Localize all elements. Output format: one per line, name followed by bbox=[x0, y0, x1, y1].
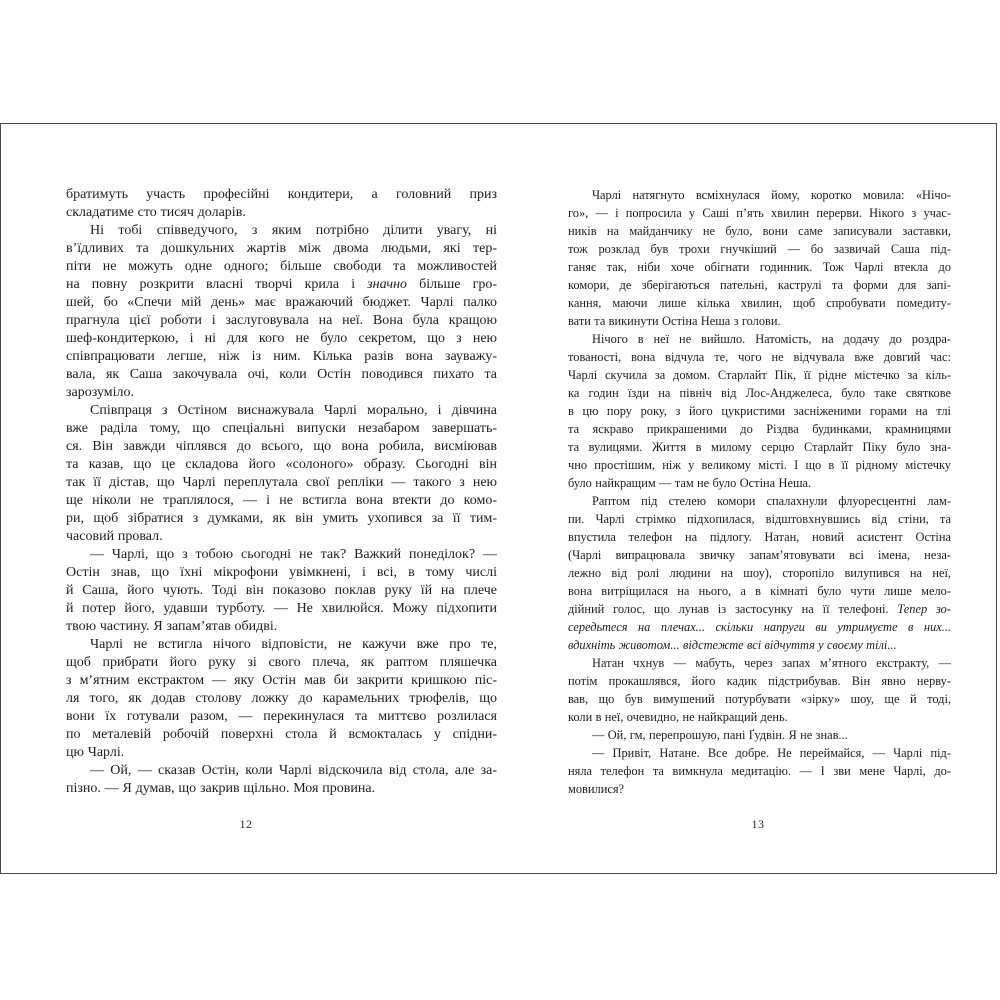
text-line: й потер його, удавши турботу. — Не хвилюйся. Можу підхопити bbox=[66, 601, 497, 616]
text-line: ка годин їзди на північ від Лос-Анджелеса, було таке святкове bbox=[568, 386, 951, 400]
text-line: Нічого в неї не вийшло. Натомість, на додачу до роздра- bbox=[592, 332, 951, 346]
text-line: пізно. — Я думав, що закрив щільно. Моя провина. bbox=[66, 781, 376, 796]
text-line: вала, як Саша закочувала очі, коли Остін поводився пихато та bbox=[66, 367, 497, 382]
text-line: співпрацювати легше, ніж із ним. Кілька разів вона зауважу- bbox=[66, 349, 497, 364]
text-line: піти не можуть одне одного; більше свободи та можливостей bbox=[66, 259, 497, 274]
text-line: тованості, вона відчула те, чого не відчувала вже довгий час: bbox=[568, 350, 951, 364]
text-line: в цю пору року, з його цукристими засніженими горами на тлі bbox=[568, 404, 951, 418]
text-line: Співпраця з Остіном виснажувала Чарлі морально, і дівчина bbox=[90, 403, 497, 418]
text-line bbox=[568, 636, 951, 654]
text-line: впустила телефон на підлогу. Натан, новий асистент Остіна bbox=[568, 530, 951, 544]
text-line: та вулицями. Життя в милому серцю Старлайт Піку було зна- bbox=[568, 440, 951, 454]
text-line: зарозуміло. bbox=[66, 385, 135, 400]
text-line: з м’ятним екстрактом — яку Остін мав би закрити кришкою піс- bbox=[66, 673, 497, 688]
text-line: часовий провал. bbox=[66, 529, 163, 544]
text-line: вони їх готували разом, — перекинулася та миттєво розлилася bbox=[66, 709, 497, 724]
text-line: та казав, що це складова його «солоного» образу. Сьогодні він bbox=[66, 457, 497, 472]
text-line: (Чарлі випрацювала звичку запам’ятовувати всі імена, неза- bbox=[568, 548, 951, 562]
text-line: — Привіт, Натане. Все добре. Не переймайся, — Чарлі під- bbox=[592, 746, 951, 760]
text-line: вав, що був вимушений потурбувати «зірку» шоу, ще й тоді, bbox=[568, 692, 951, 706]
text-line: в’їдливих та дошкульних жартів між двома людьми, які тер- bbox=[66, 241, 497, 256]
text-line: складатиме сто тисяч доларів. bbox=[66, 205, 246, 220]
page-number-left: 12 bbox=[239, 817, 253, 831]
text-line: Чарлі скучила за домом. Старлайт Пік, її рідне містечко за кіль- bbox=[568, 368, 951, 382]
text-line: Ні тобі співведучого, з яким потрібно ділити увагу, ні bbox=[90, 223, 497, 238]
text-line: го», — і попросила у Саші п’ять хвилин перерви. Нікого з учас- bbox=[568, 206, 951, 220]
text-line: чно простішим, ніж у великому місті. І що в її рідному містечку bbox=[568, 458, 951, 472]
text-line: коли в неї, очевидно, не найкращий день. bbox=[568, 710, 788, 724]
text-line: ся. Він завжди чіплявся до всього, що вона робила, висміював bbox=[66, 439, 497, 454]
text-line: — Ой, — сказав Остін, коли Чарлі відскочила від стола, але за- bbox=[90, 763, 497, 778]
text-line: Остін знав, що їхні мікрофони увімкнені, і всі, в тому числі bbox=[66, 565, 497, 580]
text-line: пи. Чарлі стрімко підхопилася, відштовхнувшись від стіни, та bbox=[568, 512, 951, 526]
text-line: по металевій робочій поверхні стола й всмокталась у спідни- bbox=[66, 727, 497, 742]
text-line: шей, бо «Спечи мій день» має вражаючий бюджет. Чарлі палко bbox=[66, 295, 497, 310]
left-page-text bbox=[66, 186, 497, 798]
text-line: ще ніколи не траплялося, — і не встигла вона втекти до комо- bbox=[66, 493, 497, 508]
text-line: було найкращим — там не було Остіна Неша. bbox=[568, 476, 812, 490]
text-line: — Чарлі, що з тобою сьогодні не так? Важкий понеділок? — bbox=[90, 547, 497, 562]
text-line: й Саша, його чують. Тоді він показово поклав руку їй на плече bbox=[66, 583, 497, 598]
text-line: ників на майданчику не було, вони саме записували заставки, bbox=[568, 224, 951, 238]
text-line: ганяє так, ніби хоче обігнати годинник. Тож Чарлі втекла до bbox=[568, 260, 951, 274]
text-line: тож розклад був трохи гнучкіший — бо зазвичай Саша під- bbox=[568, 242, 951, 256]
text-line: та яскраво прикрашеними до Різдва будинками, крамницями bbox=[568, 422, 951, 436]
text-line: вати та викинути Остіна Неша з голови. bbox=[568, 314, 781, 328]
text-line: Чарлі не встигла нічого відповісти, не кажучи вже про те, bbox=[90, 637, 497, 652]
text-line: Натан чхнув — мабуть, через запах м’ятного екстракту, — bbox=[592, 656, 951, 670]
text-line: вона витріщилася на нього, а в кімнаті було чути лише мело- bbox=[568, 584, 951, 598]
text-line: ля того, як додав столову ложку до карамельних трюфелів, що bbox=[66, 691, 497, 706]
text-line: Раптом під стелею комори спалахнули флуоресцентні лам- bbox=[592, 494, 951, 508]
text-line: потім прокашлявся, його кадик підстрибував. Він явно нерву- bbox=[568, 674, 951, 688]
text-line: няла телефон та вимкнула медитацію. — І зви мене Чарлі, до- bbox=[568, 764, 951, 778]
text-line: прагнула цієї роботи і заслуговувала на неї. Вона була кращою bbox=[66, 313, 497, 328]
text-line: ри, щоб зібратися з думками, як він умить ухопився за її тим- bbox=[66, 511, 497, 526]
text-line: шеф-кондитеркою, і ні для кого не було секретом, що з нею bbox=[66, 331, 497, 346]
text-line: — Ой, гм, перепрошую, пані Ґудвін. Я не знав... bbox=[592, 728, 848, 742]
italic-text: значно bbox=[367, 277, 408, 292]
text-line: Чарлі натягнуто всміхнулася йому, коротко мовила: «Нічо- bbox=[592, 188, 951, 202]
book-spread bbox=[0, 123, 997, 874]
text-line: цю Чарлі. bbox=[66, 745, 125, 760]
text-line: твою частину. Я запам’ятав обидві. bbox=[66, 619, 278, 634]
text-line: лежно від ролі людини на шоу), сторопіло вилупився на неї, bbox=[568, 566, 951, 580]
text-line: на повну розкрити власні творчі крила і значно більше гро- bbox=[66, 277, 497, 292]
text-line: вже раділа тому, що спеціальні випуски незабаром завершать- bbox=[66, 421, 497, 436]
page-number-right: 13 bbox=[751, 817, 765, 831]
italic-text: Тепер зо- bbox=[897, 602, 951, 616]
italic-text: вдихніть животом... відстежте всі відчуття у своєму тілі... bbox=[568, 638, 897, 652]
text-line: дійний голос, що лунав із застосунку на її телефоні. Тепер зо- bbox=[568, 602, 951, 616]
text-line: так її дістав, що Чарлі переплутала свої репліки — такого з нею bbox=[66, 475, 497, 490]
italic-text: середьтеся на плечах... скільки напруги ви утримуєте в них... bbox=[568, 620, 951, 634]
text-line bbox=[568, 618, 951, 636]
text-line: мовилися? bbox=[568, 782, 625, 796]
right-page-text bbox=[568, 186, 951, 798]
text-line: комори, де зберігаються пательні, каструлі та форми для запі- bbox=[568, 278, 951, 292]
text-line: щоб прибрати його руку зі свого плеча, як раптом пляшечка bbox=[66, 655, 497, 670]
text-line: кання, маючи лише кілька хвилин, щоб спробувати помедиту- bbox=[568, 296, 951, 310]
text-line: братимуть участь професійні кондитери, а головний приз bbox=[66, 187, 497, 202]
